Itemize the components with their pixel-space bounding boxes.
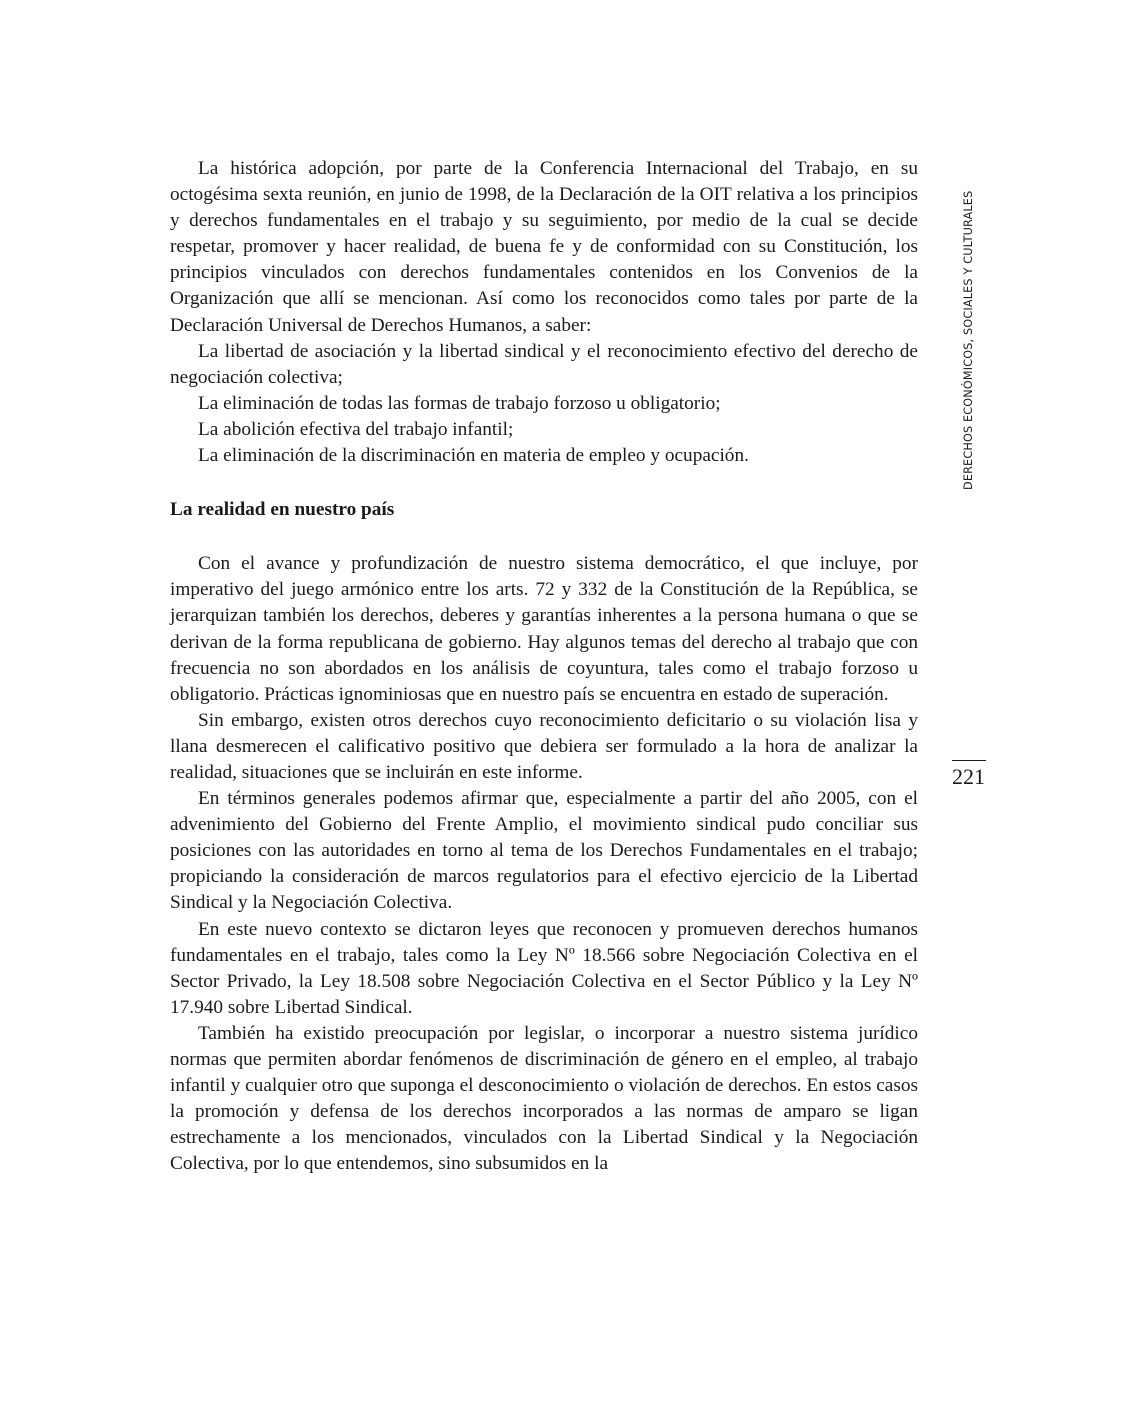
paragraph-child-labour: La abolición efectiva del trabajo infantil; [198, 418, 514, 440]
page-number: 221 [952, 764, 985, 789]
running-header: DERECHOS ECONÓMICOS, SOCIALES Y CULTURALES [962, 190, 975, 490]
paragraph-democratic-system: Con el avance y profundización de nuestro sistema democrático, el que incluye, por imperativo del juego armónico entre los arts. 72 y 332 de la Constitución de la República, se jerarquizan también los derechos, deberes y garantías inherentes a la persona humana o que se derivan de la forma republicana de gobierno. Hay algunos temas del derecho al trabajo que con frecuencia no son abordados en los análisis de coyuntura, tales como el trabajo forzoso u obligatorio. Prácticas ignominiosas que en nuestro país se encuentra en estado de superación. [170, 553, 918, 705]
paragraph-oit-declaration: La histórica adopción, por parte de la Conferencia Internacional del Trabajo, en su octogésima sexta reunión, en junio de 1998, de la Declaración de la OIT relativa a los principios y derechos fundamentales en el trabajo y su seguimiento, por medio de la cual se decide respetar, promover y hacer realidad, de buena fe y de conformidad con su Constitución, los principios vinculados con derechos fundamentales contenidos en los Convenios de la Organización que allí se mencionan. Así como los reconocidos como tales por parte de la Declaración Universal de Derechos Humanos, a saber: [170, 158, 918, 336]
page-number-rule [952, 760, 986, 761]
section-heading: La realidad en nuestro país [170, 499, 395, 521]
paragraph-discrimination: La eliminación de la discriminación en materia de empleo y ocupación. [198, 445, 749, 467]
paragraph-forced-labour: La eliminación de todas las formas de trabajo forzoso u obligatorio; [198, 392, 721, 414]
body-text [170, 156, 918, 1177]
paragraph-new-laws: En este nuevo contexto se dictaron leyes que reconocen y promueven derechos humanos fundamentales en el trabajo, tales como la Ley Nº 18.566 sobre Negociación Colectiva en el Sector Privado, la Ley 18.508 sobre Negociación Colectiva en el Sector Público y la Ley Nº 17.940 sobre Libertad Sindical. [170, 918, 918, 1018]
paragraph-deficient-rights: Sin embargo, existen otros derechos cuyo reconocimiento deficitario o su violación lisa y llana desmerecen el calificativo positivo que debiera ser formulado a la hora de analizar la realidad, situaciones que se incluirán en este informe. [170, 709, 918, 783]
paragraph-frente-amplio: En términos generales podemos afirmar que, especialmente a partir del año 2005, con el advenimiento del Gobierno del Frente Amplio, el movimiento sindical pudo conciliar sus posiciones con las autoridades en torno al tema de los Derechos Fundamentales en el trabajo; propiciando la consideración de marcos regulatorios para el efectivo ejercicio de la Libertad Sindical y la Negociación Colectiva. [170, 788, 918, 914]
paragraph-freedom-association: La libertad de asociación y la libertad sindical y el reconocimiento efectivo del derecho de negociación colectiva; [170, 340, 918, 388]
paragraph-legislation-concern: También ha existido preocupación por legislar, o incorporar a nuestro sistema jurídico normas que permiten abordar fenómenos de discriminación de género en el empleo, al trabajo infantil y cualquier otro que suponga el desconocimiento o violación de derechos. En estos casos la promoción y defensa de los derechos incorporados a las normas de amparo se ligan estrechamente a los mencionados, vinculados con la Libertad Sindical y la Negociación Colectiva, por lo que entendemos, sino subsumidos en la [170, 1022, 918, 1175]
